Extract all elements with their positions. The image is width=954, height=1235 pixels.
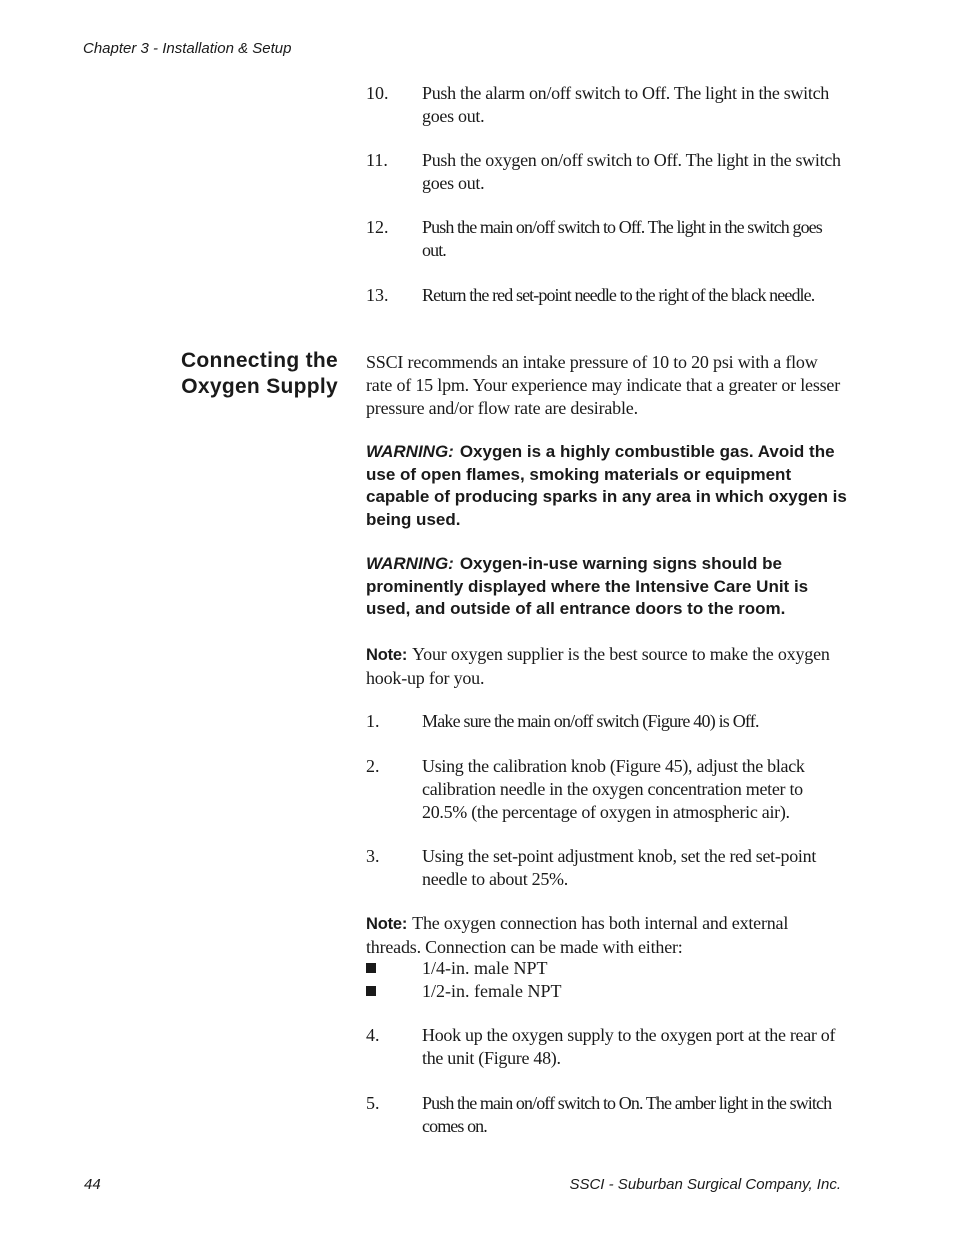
step-text: Using the calibration knob (Figure 45), adjust the black calibration needle in the oxygen concentration meter to 20.5% (the percentage of oxygen in atmospheric air). xyxy=(422,756,805,822)
step-text: Hook up the oxygen supply to the oxygen port at the rear of the unit (Figure 48). xyxy=(422,1025,836,1068)
section-intro: SSCI recommends an intake pressure of 10 to 20 psi with a flow rate of 15 lpm. Your experience may indicate that a greater or lesser pressure and/or flow rate are desirable. xyxy=(366,352,841,418)
note-supplier xyxy=(366,643,846,690)
step-text: Using the set-point adjustment knob, set the red set-point needle to about 25%. xyxy=(422,846,817,889)
step-number: 3. xyxy=(366,846,380,866)
note-text: Your oxygen supplier is the best source to make the oxygen hook-up for you. xyxy=(366,644,830,688)
step-5 xyxy=(366,1092,846,1138)
warning-combustible xyxy=(366,441,848,531)
bullet-text: 1/4-in. male NPT xyxy=(422,958,548,978)
section-heading xyxy=(78,348,338,400)
note-label: Note: xyxy=(366,646,408,664)
step-number: 1. xyxy=(366,711,380,731)
step-13 xyxy=(366,284,846,307)
warning-label: WARNING: xyxy=(366,442,454,461)
step-number: 10. xyxy=(366,83,389,103)
step-1 xyxy=(366,710,846,733)
footer-company: SSCI - Suburban Surgical Company, Inc. xyxy=(569,1176,841,1193)
step-text: Push the oxygen on/off switch to Off. The light in the switch goes out. xyxy=(422,150,841,193)
step-11 xyxy=(366,149,846,195)
chapter-header: Chapter 3 - Installation & Setup xyxy=(83,40,292,57)
step-2 xyxy=(366,755,846,824)
bullet-male-npt xyxy=(366,957,846,980)
note-connection xyxy=(366,912,846,959)
step-number: 13. xyxy=(366,285,389,305)
step-text: Make sure the main on/off switch (Figure 40) is Off. xyxy=(422,711,759,731)
warning-signs xyxy=(366,553,848,621)
step-text: Push the main on/off switch to On. The amber light in the switch comes on. xyxy=(422,1093,832,1136)
note-label: Note: xyxy=(366,915,408,933)
section-heading-line1: Connecting the xyxy=(180,349,338,372)
section-heading-line2: Oxygen Supply xyxy=(181,375,338,398)
note-text: The oxygen connection has both internal and external threads. Connection can be made with either: xyxy=(366,913,789,957)
step-12 xyxy=(366,216,846,262)
warning-label: WARNING: xyxy=(366,554,454,573)
step-text: Push the main on/off switch to Off. The light in the switch goes out. xyxy=(422,217,822,260)
step-number: 4. xyxy=(366,1025,380,1045)
page-number: 44 xyxy=(84,1176,101,1193)
step-10 xyxy=(366,82,846,128)
bullet-text: 1/2-in. female NPT xyxy=(422,981,562,1001)
step-number: 12. xyxy=(366,217,389,237)
square-bullet-icon xyxy=(366,980,422,1003)
step-text: Push the alarm on/off switch to Off. The light in the switch goes out. xyxy=(422,83,829,126)
step-number: 11. xyxy=(366,150,388,170)
warning-text: Oxygen is a highly combustible gas. Avoid the use of open flames, smoking materials or equipment capable of producing sparks in any area in which oxygen is being used. xyxy=(366,442,847,529)
step-number: 2. xyxy=(366,756,380,776)
step-text: Return the red set-point needle to the right of the black needle. xyxy=(422,285,815,305)
square-bullet-icon xyxy=(366,957,422,980)
step-number: 5. xyxy=(366,1093,380,1113)
step-4 xyxy=(366,1024,846,1070)
step-3 xyxy=(366,845,846,891)
warning-text: Oxygen-in-use warning signs should be prominently displayed where the Intensive Care Unit is used, and outside of all entrance doors to the room. xyxy=(366,554,809,618)
bullet-female-npt xyxy=(366,980,846,1003)
